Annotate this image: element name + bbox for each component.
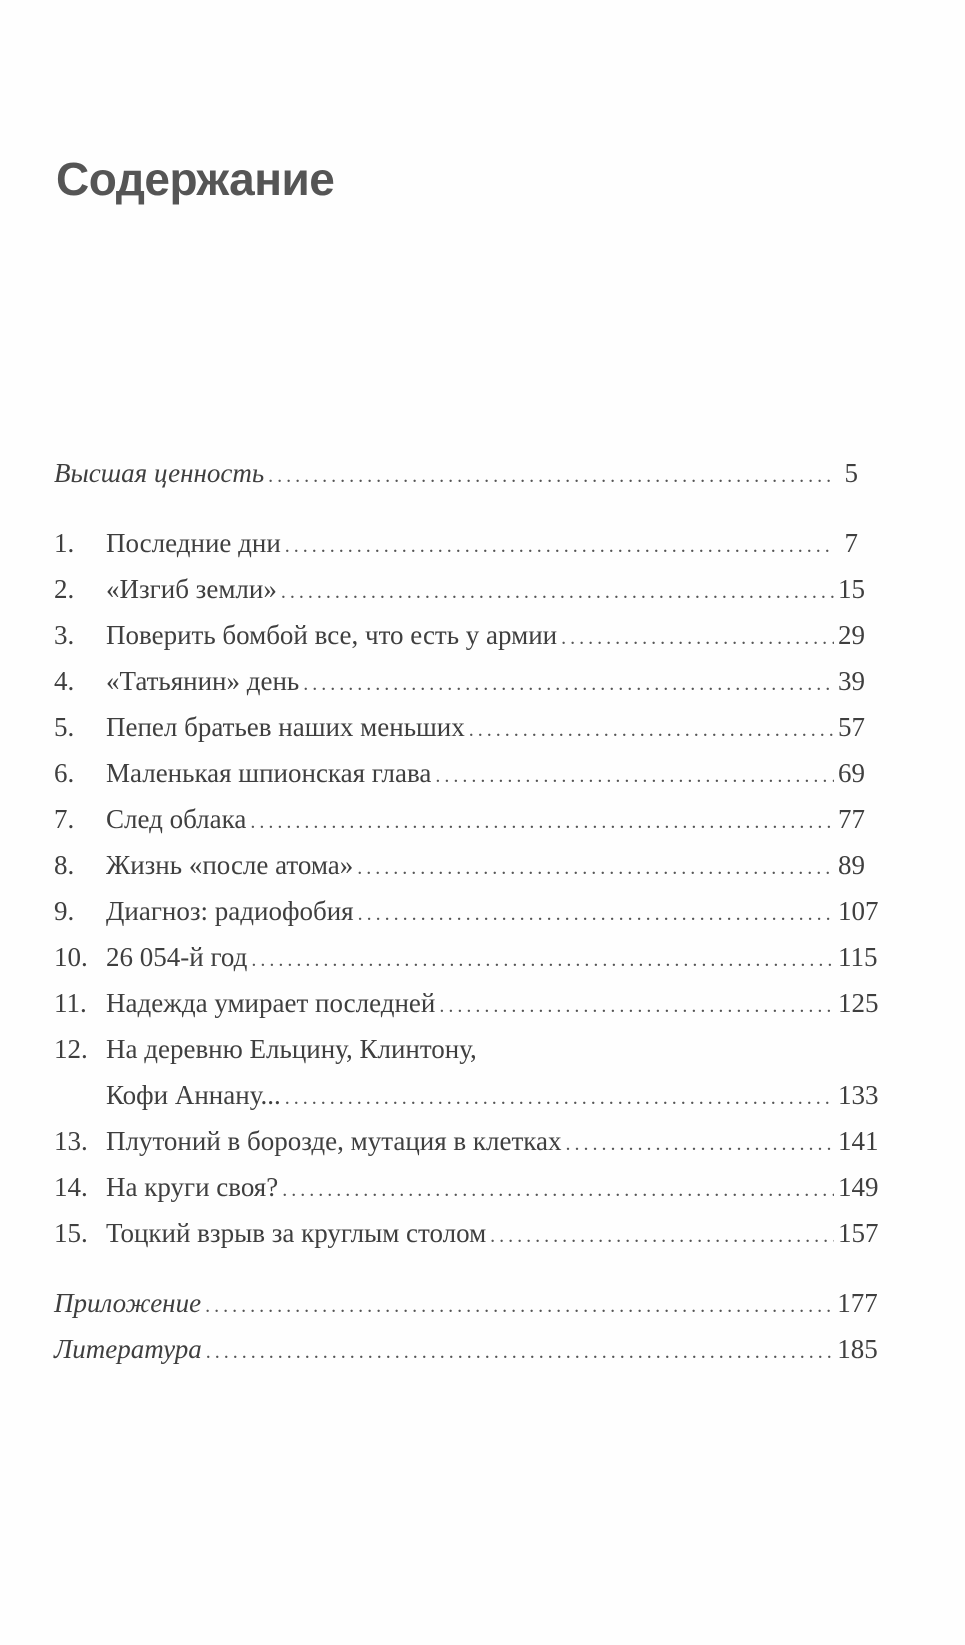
toc-page-number: 29 <box>838 620 865 650</box>
toc-entry-label: Приложение <box>54 1288 202 1318</box>
chapter-number: 3. <box>54 620 75 650</box>
table-of-contents <box>54 450 879 1372</box>
toc-page-number: 125 <box>838 988 879 1018</box>
toc-entry-label: Последние дни <box>106 528 281 558</box>
dot-leader <box>285 523 834 569</box>
toc-page-number: 149 <box>838 1172 879 1202</box>
toc-entry-label: Тоцкий взрыв за круглым столом <box>106 1218 487 1248</box>
chapter-number: 8. <box>54 850 75 880</box>
toc-entry-chapter-14[interactable] <box>54 1164 879 1210</box>
toc-entry-label: 26 054-й год <box>106 942 248 972</box>
toc-page-number: 89 <box>838 850 865 880</box>
toc-page-number: 69 <box>838 758 865 788</box>
toc-entry-chapter-6[interactable] <box>54 750 865 796</box>
chapter-number: 9. <box>54 896 75 926</box>
chapter-number: 11. <box>54 988 87 1018</box>
toc-entry-chapter-13[interactable] <box>54 1118 879 1164</box>
toc-entry-chapter-9[interactable] <box>54 888 879 934</box>
toc-entry-label: Маленькая шпионская глава <box>106 758 432 788</box>
dot-leader <box>281 569 834 615</box>
dot-leader <box>439 983 834 1029</box>
toc-entry-references[interactable] <box>54 1326 878 1372</box>
toc-page-number: 5 <box>844 458 858 488</box>
chapter-number: 2. <box>54 574 75 604</box>
toc-page-number: 185 <box>837 1334 878 1364</box>
toc-entry-chapter-8[interactable] <box>54 842 865 888</box>
chapter-number: 4. <box>54 666 75 696</box>
toc-entry-line-2 <box>54 1072 879 1118</box>
toc-entry-label: Поверить бомбой все, что есть у армии <box>106 620 558 650</box>
toc-entry-chapter-10[interactable] <box>54 934 878 980</box>
dot-leader <box>357 845 834 891</box>
toc-entry-label: Надежда умирает последней <box>106 988 436 1018</box>
toc-entry-label: Пепел братьев наших меньших <box>106 712 465 742</box>
toc-page-number: 77 <box>838 804 865 834</box>
toc-entry-label: «Изгиб земли» <box>106 574 277 604</box>
dot-leader <box>565 1121 834 1167</box>
toc-entry-label-line-1: На деревню Ельцину, Клинтону, <box>106 1034 477 1064</box>
dot-leader <box>205 1283 833 1329</box>
toc-entry-chapter-11[interactable] <box>54 980 879 1026</box>
spacer <box>54 496 858 520</box>
dot-leader <box>282 1167 834 1213</box>
toc-entry-label: «Татьянин» день <box>106 666 300 696</box>
toc-page-number: 107 <box>838 896 879 926</box>
toc-entry-chapter-3[interactable] <box>54 612 865 658</box>
toc-entry-appendix[interactable] <box>54 1280 878 1326</box>
toc-entry-label: Плутоний в борозде, мутация в клетках <box>106 1126 562 1156</box>
chapter-number: 14. <box>54 1172 88 1202</box>
toc-entry-intro[interactable] <box>54 450 858 496</box>
toc-entry-chapter-5[interactable] <box>54 704 865 750</box>
toc-entry-chapter-12[interactable] <box>54 1026 879 1118</box>
toc-page-number: 39 <box>838 666 865 696</box>
dot-leader <box>490 1213 834 1259</box>
toc-page-number: 141 <box>838 1126 879 1156</box>
chapter-number: 12. <box>54 1034 88 1064</box>
chapter-number: 10. <box>54 942 88 972</box>
toc-entry-chapter-2[interactable] <box>54 566 865 612</box>
dot-leader <box>303 661 834 707</box>
chapter-number: 5. <box>54 712 75 742</box>
spacer <box>54 1256 858 1280</box>
toc-entry-chapter-15[interactable] <box>54 1210 879 1256</box>
dot-leader <box>206 1329 834 1375</box>
chapter-number: 13. <box>54 1126 88 1156</box>
toc-entry-chapter-7[interactable] <box>54 796 865 842</box>
dot-leader <box>268 453 834 499</box>
toc-page-number: 15 <box>838 574 865 604</box>
toc-entry-chapter-1[interactable] <box>54 520 858 566</box>
chapter-number: 15. <box>54 1218 88 1248</box>
toc-entry-label: След облака <box>106 804 247 834</box>
dot-leader <box>285 1075 834 1121</box>
toc-page-number: 133 <box>838 1080 879 1110</box>
toc-entry-label: Литература <box>54 1334 202 1364</box>
page-title: Содержание <box>56 153 335 205</box>
dot-leader <box>469 707 834 753</box>
dot-leader <box>250 799 834 845</box>
toc-page-number: 157 <box>838 1218 879 1248</box>
toc-entry-label: На круги своя? <box>106 1172 279 1202</box>
dot-leader <box>435 753 834 799</box>
toc-entry-label-line-2: Кофи Аннану... <box>106 1080 281 1110</box>
chapter-number: 6. <box>54 758 75 788</box>
toc-entry-line-1 <box>54 1026 858 1072</box>
toc-entry-label: Жизнь «после атома» <box>106 850 354 880</box>
toc-entry-chapter-4[interactable] <box>54 658 865 704</box>
toc-page-number: 57 <box>838 712 865 742</box>
toc-entry-label: Диагноз: радиофобия <box>106 896 354 926</box>
toc-page-number: 177 <box>837 1288 878 1318</box>
dot-leader <box>251 937 834 983</box>
chapter-number: 7. <box>54 804 75 834</box>
toc-page-number: 7 <box>844 528 858 558</box>
dot-leader <box>561 615 834 661</box>
toc-page-number: 115 <box>838 942 878 972</box>
chapter-number: 1. <box>54 528 75 558</box>
dot-leader <box>358 891 834 937</box>
toc-entry-label: Высшая ценность <box>54 458 265 488</box>
